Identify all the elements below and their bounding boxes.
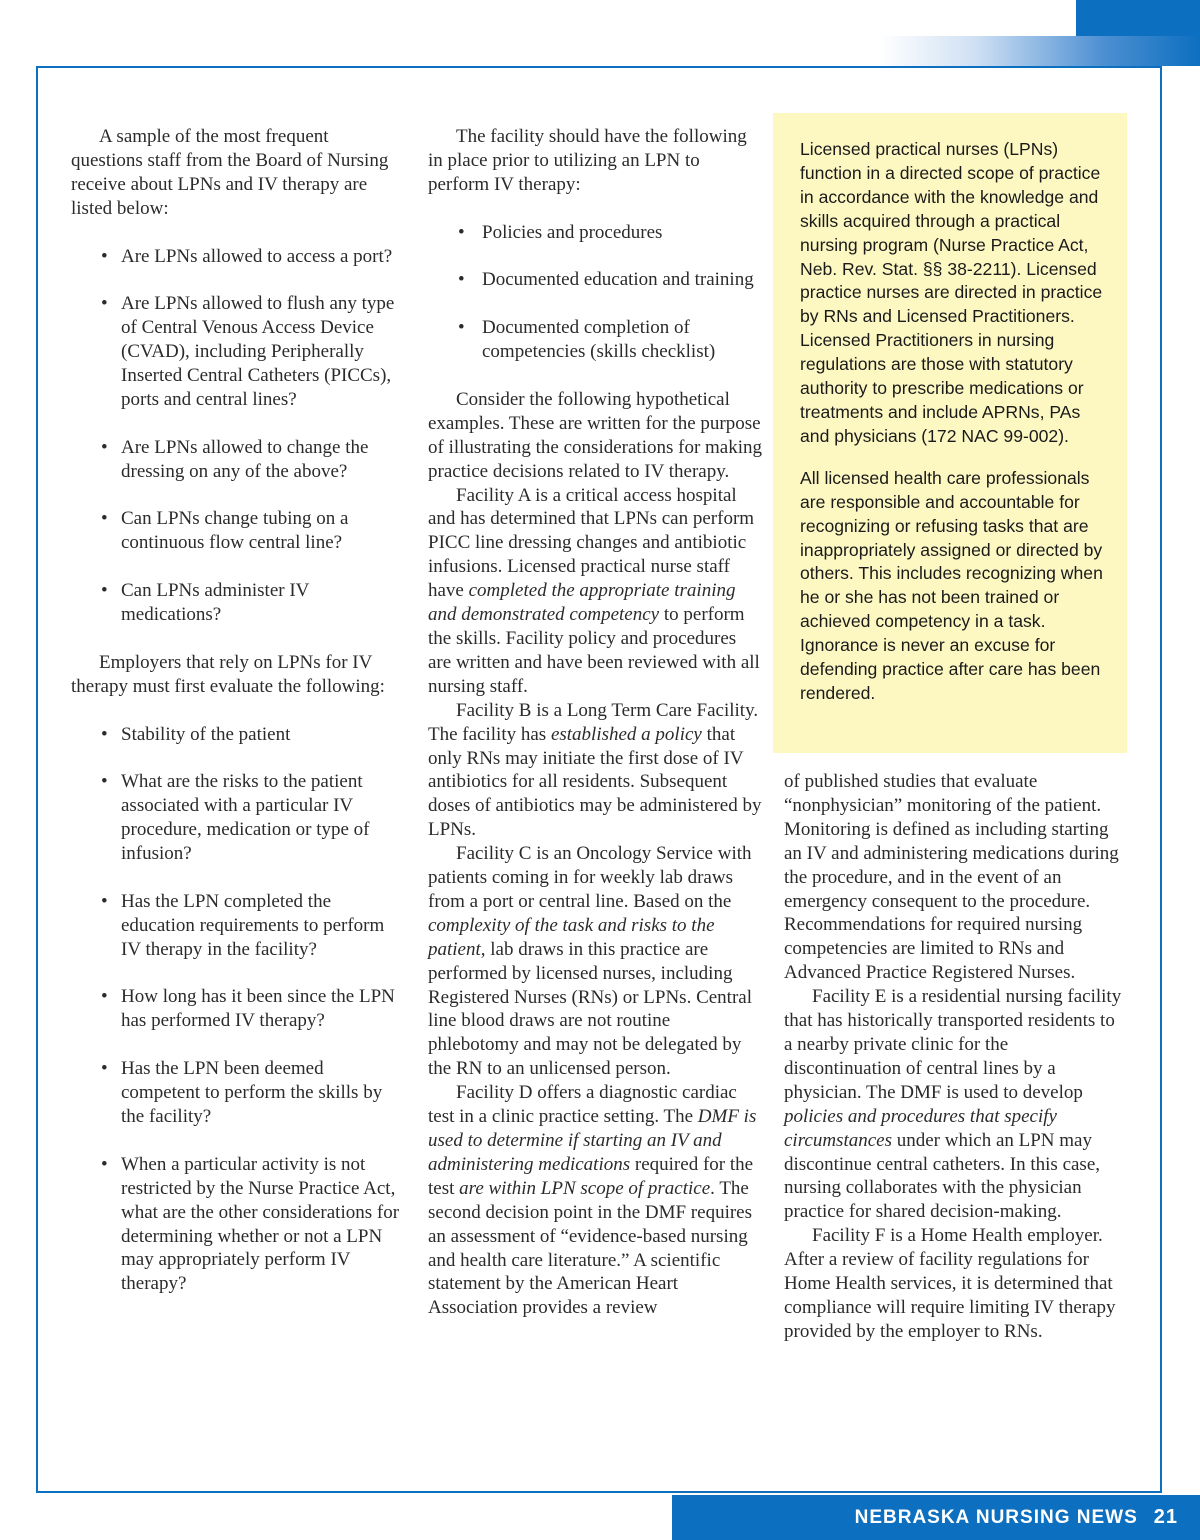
list-item: • Documented education and training xyxy=(428,268,763,292)
facility-e-paragraph: Facility E is a residential nursing facility that has historically transported residents to a nearby private clinic for the discontinuation of central lines by a physician. The DMF is used to develop policies and procedures that specify circumstances under which an LPN may discontinue central catheters. In this case, nursing collaborates with the physician practice for shared decision-making. xyxy=(784,986,1122,1223)
list-item: • How long has it been since the LPN has performed IV therapy? xyxy=(71,985,401,1033)
list-item: • Can LPNs administer IV medications? xyxy=(71,579,401,627)
list-item: • Policies and procedures xyxy=(428,221,763,245)
column-2 xyxy=(428,125,763,1320)
callout-paragraph-2: All licensed health care professionals are responsible and accountable for recognizing or refusing tasks that are inappropriately assigned or directed by others. This includes recognizing when he or she has not been trained or achieved competency in a task. Ignorance is never an excuse for defending practice after care has been rendered. xyxy=(800,467,1103,703)
facility-b-paragraph: Facility B is a Long Term Care Facility. The facility has established a policy that only RNs may initiate the first dose of IV antibiotics for all residents. Subsequent doses of antibiotics may be administered by LPNs. xyxy=(428,699,762,841)
list-item: • What are the risks to the patient associated with a particular IV procedure, medication or type of infusion? xyxy=(71,770,401,866)
evaluate-list xyxy=(71,723,401,1297)
footer-bar xyxy=(672,1495,1200,1540)
facility-a-paragraph: Facility A is a critical access hospital and has determined that LPNs can perform PICC line dressing changes and antibiotic infusions. Licensed practical nurse staff have completed the appropriate training and demonstrated competency to perform the skills. Facility policy and procedures are written and have been reviewed with all nursing staff. xyxy=(428,484,760,697)
header-gradient-bar xyxy=(880,36,1200,66)
intro-paragraph: A sample of the most frequent questions staff from the Board of Nursing receive about LPNs and IV therapy are listed below: xyxy=(71,126,389,219)
list-item: • Documented completion of competencies (skills checklist) xyxy=(428,316,763,364)
list-item: • Are LPNs allowed to flush any type of Central Venous Access Device (CVAD), including Peripherally Inserted Central Catheters (PICCs), ports and central lines? xyxy=(71,292,401,412)
list-item: • Has the LPN completed the education requirements to perform IV therapy in the facility? xyxy=(71,890,401,962)
list-item: • When a particular activity is not restricted by the Nurse Practice Act, what are the other considerations for determining whether or not a LPN may appropriately perform IV therapy? xyxy=(71,1153,401,1296)
consider-paragraph: Consider the following hypothetical examples. These are written for the purpose of illustrating the considerations for making practice decisions related to IV therapy. xyxy=(428,388,763,482)
facility-c-paragraph: Facility C is an Oncology Service with patients coming in for weekly lab draws from a port or central line. Based on the complexity of the task and risks to the patient, lab draws in this practice are performed by licensed nurses, including Registered Nurses (RNs) or LPNs. Central line blood draws are not routine phlebotomy and may not be delegated by the RN to an unlicensed person. xyxy=(428,843,753,1080)
callout-paragraph-1: Licensed practical nurses (LPNs) function in a directed scope of practice in accordance with the knowledge and skills acquired through a practical nursing program (Nurse Practice Act, Neb. Rev. Stat. §§ 38-2211). Licensed practice nurses are directed in practice by RNs and Licensed Practitioners. Licensed Practitioners in nursing regulations are those with statutory authority to prescribe medications or treatments and include APRNs, PAs and physicians (172 NAC 99-002). xyxy=(800,139,1103,446)
questions-list xyxy=(71,245,401,627)
page-number: 21 xyxy=(1153,1506,1178,1528)
employers-paragraph: Employers that rely on LPNs for IV therapy must first evaluate the following: xyxy=(71,651,385,697)
facility-intro-paragraph: The facility should have the following in place prior to utilizing an LPN to perform IV therapy: xyxy=(428,126,747,195)
requirements-list xyxy=(428,221,763,364)
list-item: • Are LPNs allowed to change the dressing on any of the above? xyxy=(71,436,401,484)
column-3 xyxy=(784,770,1124,1344)
list-item: • Stability of the patient xyxy=(71,723,401,747)
callout-box xyxy=(773,113,1127,753)
publication-name: NEBRASKA NURSING NEWS xyxy=(854,1506,1138,1528)
list-item: • Are LPNs allowed to access a port? xyxy=(71,245,401,269)
list-item: • Can LPNs change tubing on a continuous flow central line? xyxy=(71,507,401,555)
column-1 xyxy=(71,125,401,1320)
list-item: • Has the LPN been deemed competent to perform the skills by the facility? xyxy=(71,1057,401,1129)
facility-f-paragraph: Facility F is a Home Health employer. After a review of facility regulations for Home Health services, it is determined that compliance will require limiting IV therapy provided by the employer to RNs. xyxy=(784,1225,1116,1342)
header-corner-block xyxy=(1076,0,1200,36)
facility-d-paragraph: Facility D offers a diagnostic cardiac test in a clinic practice setting. The DMF is used to determine if starting an IV and administering medications required for the test are within LPN scope of practice. The second decision point in the DMF requires an assessment of “evidence-based nursing and health care literature.” A scientific statement by the American Heart Association provides a review xyxy=(428,1082,757,1319)
continued-paragraph: of published studies that evaluate “nonphysician” monitoring of the patient. Monitoring is defined as including starting an IV and administering medications during the procedure, and in the event of an emergency consequent to the procedure. Recommendations for required nursing competencies are limited to RNs and Advanced Practice Registered Nurses. xyxy=(784,771,1119,984)
